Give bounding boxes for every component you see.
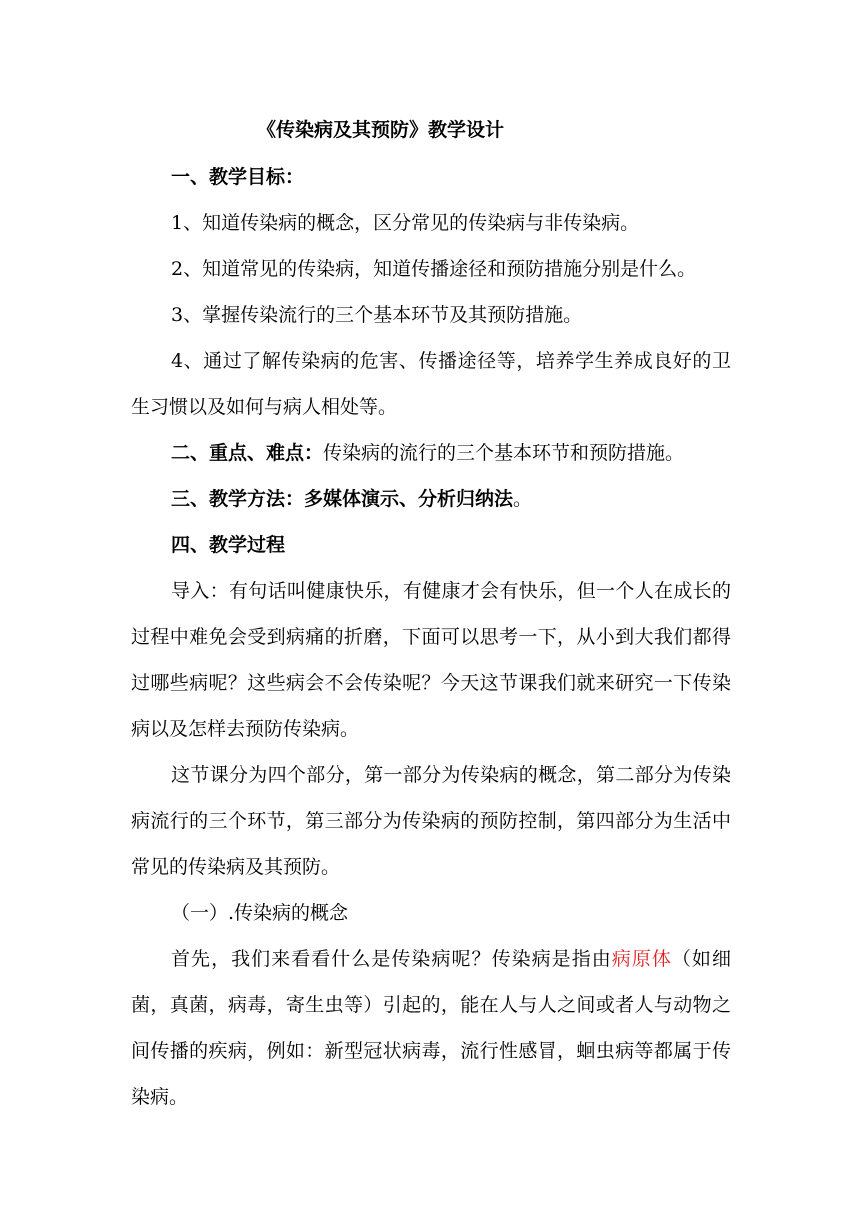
concept-text-end: （如细菌，真菌，病毒，寄生虫等）引起的，能在人与人之间或者人与动物之间传播的疾病，例如：新型冠状病毒，流行性感冒，蛔虫病等都属于传染病。 <box>131 948 731 1108</box>
methods-end: 。 <box>513 488 533 510</box>
objective-item: 3、掌握传染流行的三个基本环节及其预防措施。 <box>171 304 583 326</box>
document-title: 《传染病及其预防》教学设计 <box>257 119 505 141</box>
key-points-text: 传染病的流行的三个基本环节和预防措施。 <box>323 442 685 464</box>
process-heading: 四、教学过程 <box>171 534 286 556</box>
key-points-label: 二、重点、难点： <box>171 442 324 464</box>
key-points-paragraph <box>131 430 731 476</box>
concept-paragraph <box>131 936 731 1120</box>
methods-label: 三、教学方法：多媒体演示、分析归纳法 <box>171 488 514 510</box>
objective-item: 4、通过了解传染病的危害、传播途径等，培养学生养成良好的卫生习惯以及如何与病人相处等。 <box>131 350 731 418</box>
concept-text-start: 首先，我们来看看什么是传染病呢？传染病是指由 <box>171 948 612 970</box>
objective-item: 2、知道常见的传染病，知道传播途径和预防措施分别是什么。 <box>171 258 697 280</box>
section-heading: （一）.传染病的概念 <box>171 902 349 924</box>
intro-paragraph: 导入：有句话叫健康快乐，有健康才会有快乐，但一个人在成长的过程中难免会受到病痛的折磨，下面可以思考一下，从小到大我们都得过哪些病呢？这些病会不会传染呢？今天这节课我们就来研究一下传染病以及怎样去预防传染病。 <box>131 580 731 740</box>
document-body <box>131 112 731 1120</box>
pathogen-highlight: 病原体 <box>611 948 672 970</box>
objectives-heading: 一、教学目标： <box>171 166 305 188</box>
overview-paragraph: 这节课分为四个部分，第一部分为传染病的概念，第二部分为传染病流行的三个环节，第三部分为传染病的预防控制，第四部分为生活中常见的传染病及其预防。 <box>131 764 731 878</box>
objective-item: 1、知道传染病的概念，区分常见的传染病与非传染病。 <box>171 212 640 234</box>
methods-paragraph <box>131 476 731 522</box>
